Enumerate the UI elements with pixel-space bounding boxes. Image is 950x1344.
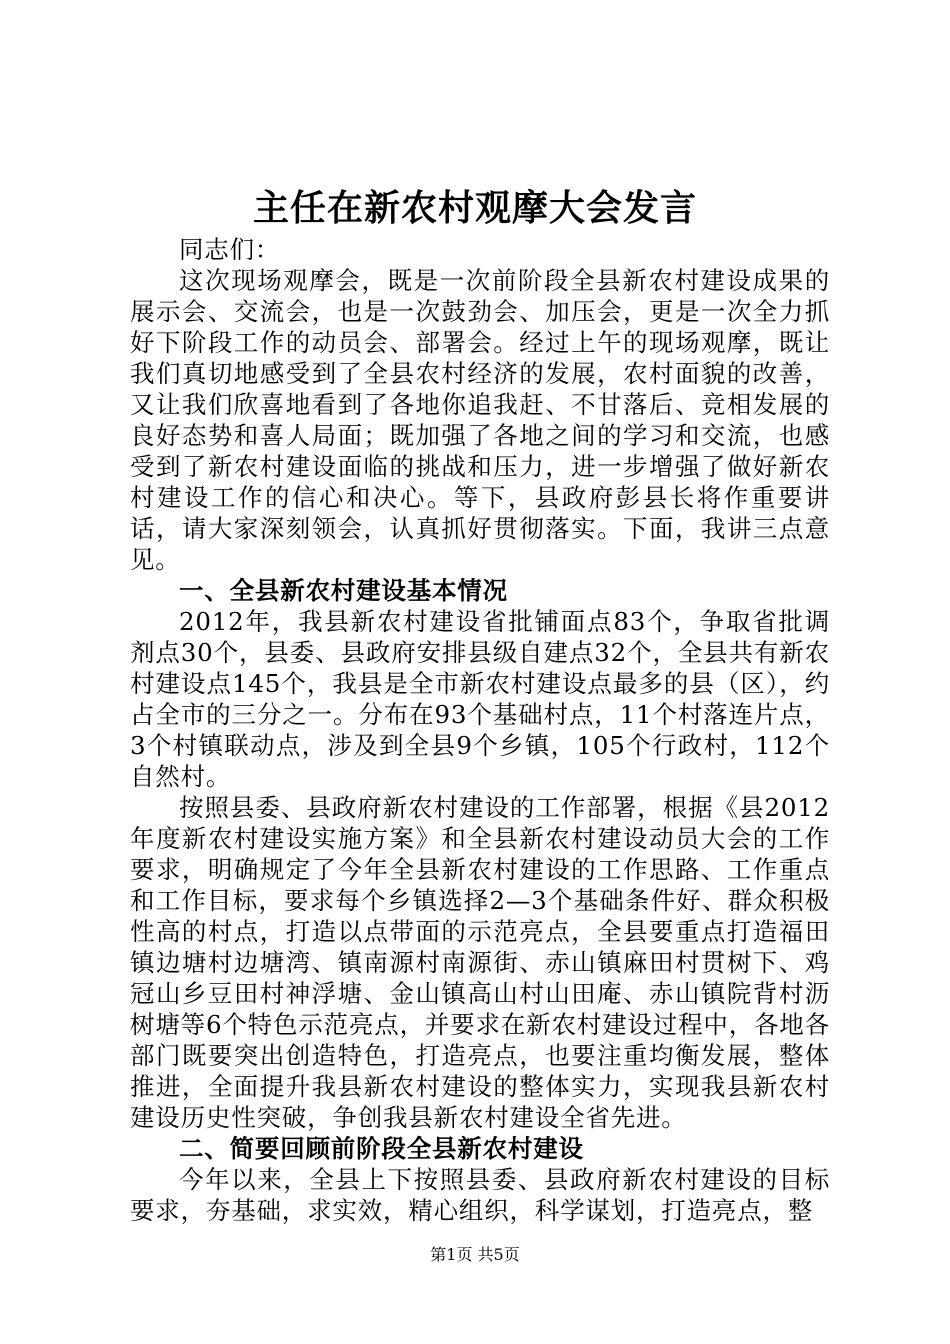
intro-paragraph: 这次现场观摩会，既是一次前阶段全县新农村建设成果的展示会、交流会，也是一次鼓劲会、加压会，更是一次全力抓好下阶段工作的动员会、部署会。经过上午的现场观摩，既让我们真切地感受到了全县农村经济的发展，农村面貌的改善，又让我们欣喜地看到了各地你追我赶、不甘落后、竞相发展的良好态势和喜人局面；既加强了各地之间的学习和交流，也感受到了新农村建设面临的挑战和压力，进一步增强了做好新农村建设工作的信心和决心。等下，县政府彭县长将作重要讲话，请大家深刻领会，认真抓好贯彻落实。下面，我讲三点意见。	[130, 266, 830, 574]
salutation: 同志们：	[179, 235, 281, 264]
section-1-heading: 一、全县新农村建设基本情况	[179, 576, 508, 605]
document-title: 主任在新农村观摩大会发言	[252, 187, 697, 229]
page-number-footer: 第1页 共5页	[430, 1245, 520, 1264]
section-1-paragraph-2: 按照县委、县政府新农村建设的工作部署，根据《县2012年度新农村建设实施方案》和全县新农村建设动员大会的工作要求，明确规定了今年全县新农村建设的工作思路、工作重点和工作目标，要求每个乡镇选择2—3个基础条件好、群众积极性高的村点，打造以点带面的示范亮点，全县要重点打造福田镇边塘村边塘湾、镇南源村南源街、赤山镇麻田村贯树下、鸡冠山乡豆田村神浮塘、金山镇高山村山田庵、赤山镇院背村沥树塘等6个特色示范亮点，并要求在新农村建设过程中，各地各部门既要突出创造特色，打造亮点，也要注重均衡发展，整体推进，全面提升我县新农村建设的整体实力，实现我县新农村建设历史性突破，争创我县新农村建设全省先进。	[130, 793, 830, 1132]
document-body	[130, 234, 830, 1226]
section-2-heading: 二、简要回顾前阶段全县新农村建设	[179, 1134, 584, 1163]
section-1-paragraph-1: 2012年，我县新农村建设省批铺面点83个，争取省批调剂点30个，县委、县政府安排县级自建点32个，全县共有新农村建设点145个，我县是全市新农村建设点最多的县（区），约占全市的三分之一。分布在93个基础村点，11个村落连片点，3个村镇联动点，涉及到全县9个乡镇，105个行政村，112个自然村。	[130, 607, 830, 791]
section-2-paragraph-1: 今年以来，全县上下按照县委、县政府新农村建设的目标要求，夯基础，求实效，精心组织，科学谋划，打造亮点，整	[130, 1165, 830, 1225]
